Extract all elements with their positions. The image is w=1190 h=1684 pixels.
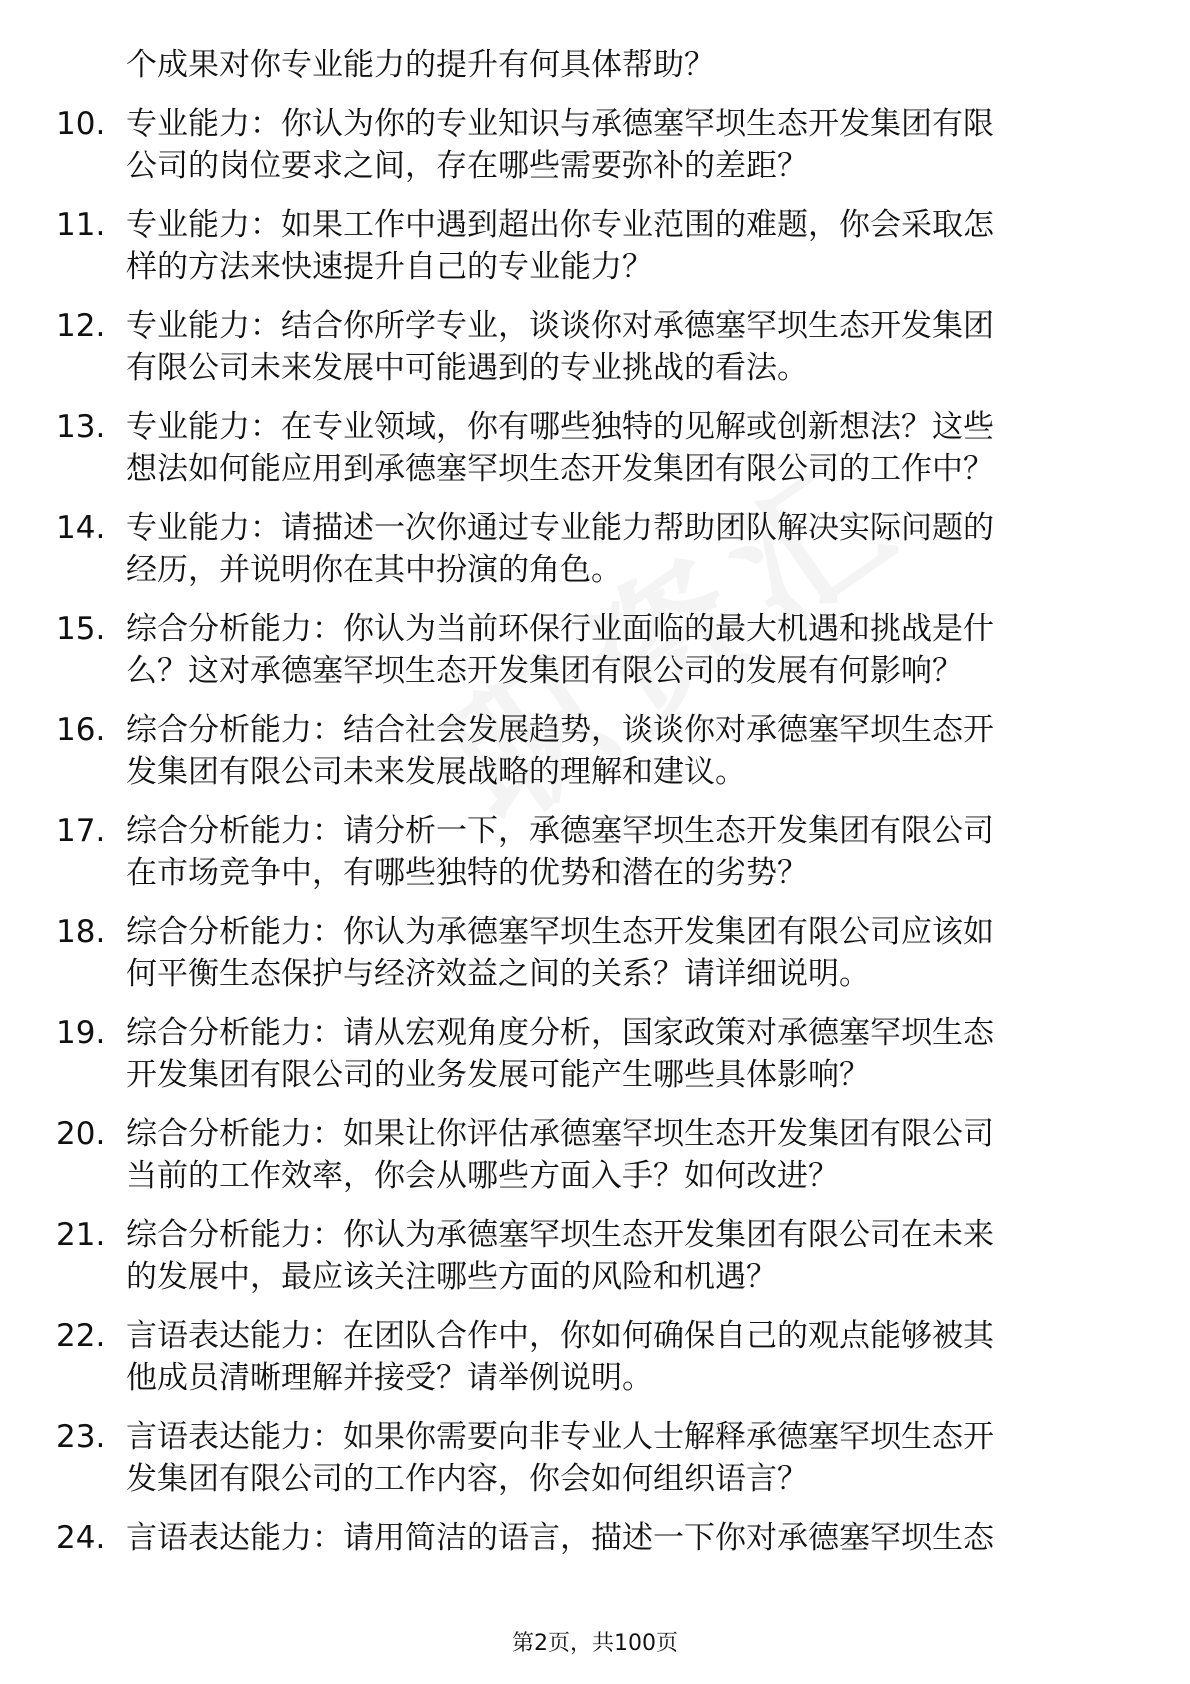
question-text-line: 综合分析能力：如果让你评估承德塞罕坝生态开发集团有限公司	[126, 1116, 994, 1152]
question-item	[0, 1113, 1190, 1197]
question-text-line: 综合分析能力：你认为承德塞罕坝生态开发集团有限公司应该如	[126, 914, 994, 950]
question-text-line: 么？这对承德塞罕坝生态开发集团有限公司的发展有何影响？	[126, 653, 963, 689]
question-number: 12.	[56, 308, 106, 344]
question-text-line: 有限公司未来发展中可能遇到的专业挑战的看法。	[126, 350, 808, 386]
question-item	[0, 305, 1190, 389]
question-item	[0, 1517, 1190, 1559]
question-text-line: 当前的工作效率，你会从哪些方面入手？如何改进？	[126, 1158, 839, 1194]
question-number: 21.	[56, 1217, 106, 1253]
question-number: 20.	[56, 1116, 106, 1152]
question-number: 16.	[56, 712, 106, 748]
question-text-line: 何平衡生态保护与经济效益之间的关系？请详细说明。	[126, 956, 870, 992]
question-text-line: 言语表达能力：如果你需要向非专业人士解释承德塞罕坝生态开	[126, 1419, 994, 1455]
question-number: 22.	[56, 1318, 106, 1354]
question-text-line: 综合分析能力：请从宏观角度分析，国家政策对承德塞罕坝生态	[126, 1015, 994, 1051]
question-text-line: 言语表达能力：在团队合作中，你如何确保自己的观点能够被其	[126, 1318, 994, 1354]
question-text-line: 他成员清晰理解并接受？请举例说明。	[126, 1360, 653, 1396]
question-number: 13.	[56, 409, 106, 445]
question-text-line: 专业能力：如果工作中遇到超出你专业范围的难题，你会采取怎	[126, 207, 994, 243]
question-text-line: 综合分析能力：你认为当前环保行业面临的最大机遇和挑战是什	[126, 611, 994, 647]
question-text-line: 综合分析能力：请分析一下，承德塞罕坝生态开发集团有限公司	[126, 813, 994, 849]
question-number: 17.	[56, 813, 106, 849]
question-number: 18.	[56, 914, 106, 950]
question-item	[0, 1315, 1190, 1399]
question-number: 11.	[56, 207, 106, 243]
question-text-line: 综合分析能力：结合社会发展趋势，谈谈你对承德塞罕坝生态开	[126, 712, 994, 748]
question-text-line: 在市场竞争中，有哪些独特的优势和潜在的劣势？	[126, 855, 808, 891]
question-text-line: 专业能力：请描述一次你通过专业能力帮助团队解决实际问题的	[126, 510, 994, 546]
question-item	[0, 1214, 1190, 1298]
question-text-line: 经历，并说明你在其中扮演的角色。	[126, 552, 622, 588]
question-text-line: 发集团有限公司未来发展战略的理解和建议。	[126, 754, 746, 790]
question-text-line: 专业能力：在专业领域，你有哪些独特的见解或创新想法？这些	[126, 409, 994, 445]
question-number: 15.	[56, 611, 106, 647]
question-item	[0, 1012, 1190, 1096]
question-item	[0, 507, 1190, 591]
question-text-line: 样的方法来快速提升自己的专业能力？	[126, 249, 653, 285]
question-number: 19.	[56, 1015, 106, 1051]
question-text-line: 公司的岗位要求之间，存在哪些需要弥补的差距？	[126, 148, 808, 184]
question-text-line: 的发展中，最应该关注哪些方面的风险和机遇？	[126, 1259, 777, 1295]
question-list	[0, 103, 1190, 1559]
question-item	[0, 103, 1190, 187]
continuation-line: 个成果对你专业能力的提升有何具体帮助？	[126, 47, 715, 83]
question-number: 14.	[56, 510, 106, 546]
question-text-line: 言语表达能力：请用简洁的语言，描述一下你对承德塞罕坝生态	[126, 1520, 994, 1556]
question-number: 24.	[56, 1520, 106, 1556]
question-number: 10.	[56, 106, 106, 142]
document-body	[0, 44, 1190, 1576]
question-item	[0, 204, 1190, 288]
question-item	[0, 911, 1190, 995]
question-item	[0, 608, 1190, 692]
question-item	[0, 1416, 1190, 1500]
question-text-line: 想法如何能应用到承德塞罕坝生态开发集团有限公司的工作中？	[126, 451, 994, 487]
question-item	[0, 406, 1190, 490]
question-text-line: 发集团有限公司的工作内容，你会如何组织语言？	[126, 1461, 808, 1497]
question-text-line: 综合分析能力：你认为承德塞罕坝生态开发集团有限公司在未来	[126, 1217, 994, 1253]
question-item	[0, 810, 1190, 894]
question-text-line: 专业能力：结合你所学专业，谈谈你对承德塞罕坝生态开发集团	[126, 308, 994, 344]
question-item	[0, 709, 1190, 793]
question-number: 23.	[56, 1419, 106, 1455]
question-text-line: 专业能力：你认为你的专业知识与承德塞罕坝生态开发集团有限	[126, 106, 994, 142]
question-text-line: 开发集团有限公司的业务发展可能产生哪些具体影响？	[126, 1057, 870, 1093]
page-footer: 第2页，共100页	[512, 1631, 678, 1656]
